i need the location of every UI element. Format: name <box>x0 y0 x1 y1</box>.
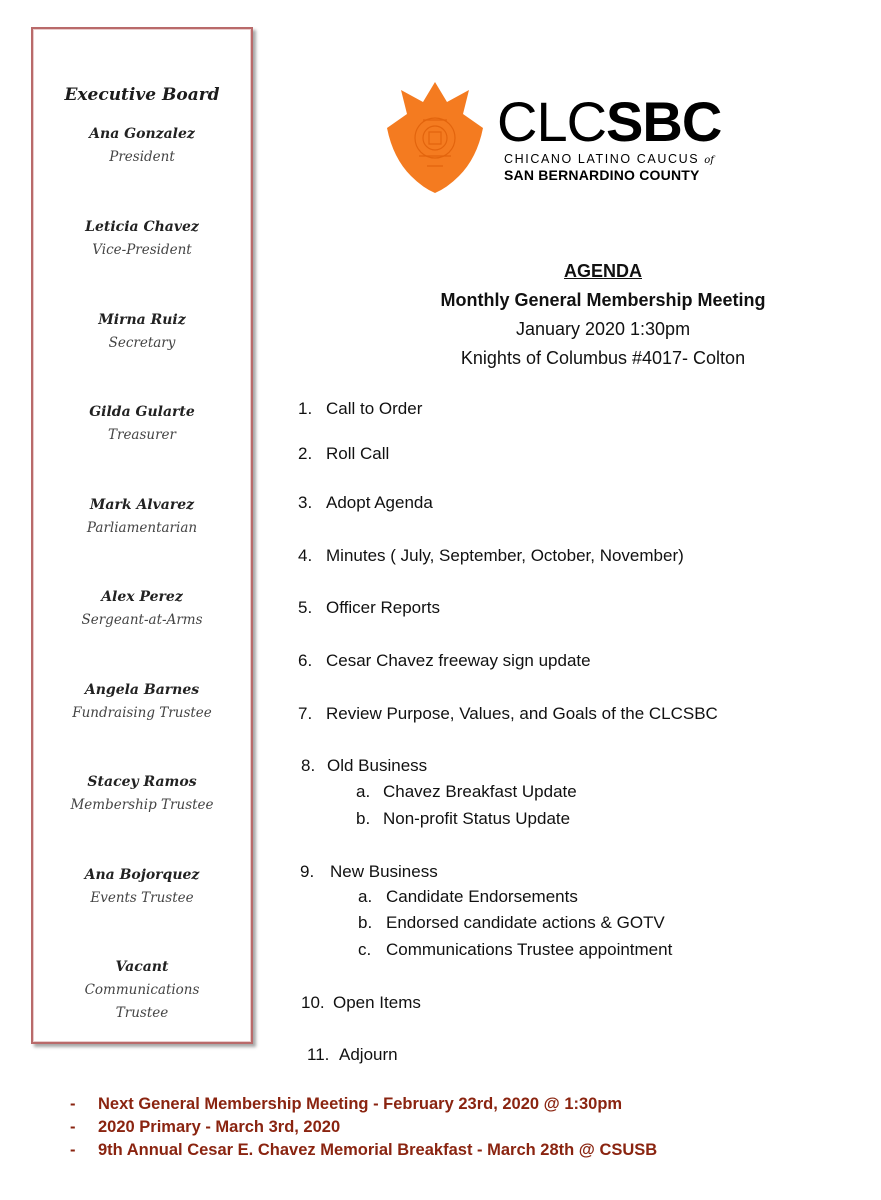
logo-caucus-line <box>504 152 714 166</box>
item-number: 1. <box>298 399 313 418</box>
officer-role: Events Trustee <box>90 890 194 906</box>
meeting-location: Knights of Columbus #4017- Colton <box>460 348 746 368</box>
officer-secretary <box>33 309 251 355</box>
agenda-item <box>298 650 591 672</box>
officer-role: Secretary <box>108 335 176 351</box>
officer-role: President <box>109 149 175 165</box>
agenda-item-new-business <box>300 861 438 883</box>
agenda-item <box>298 443 389 465</box>
officer-vice-president <box>33 216 251 262</box>
agenda-item <box>301 992 421 1014</box>
officer-president <box>33 123 251 169</box>
agenda-subitem <box>358 912 665 934</box>
note-text: Next General Membership Meeting - February 23rd, 2020 @ 1:30pm <box>98 1095 623 1113</box>
officer-role: Vice-President <box>92 242 192 258</box>
agenda-item <box>298 703 718 725</box>
subitem-letter: c. <box>358 940 372 959</box>
officer-events-trustee <box>33 864 251 910</box>
officer-name: Mark Alvarez <box>89 497 195 513</box>
item-number: 7. <box>298 704 313 723</box>
officer-role: Communications <box>84 982 200 998</box>
item-text: Open Items <box>333 993 421 1012</box>
logo-of-text: of <box>704 155 715 166</box>
officer-name: Vacant <box>115 959 169 975</box>
item-number: 6. <box>298 651 313 670</box>
agenda-title: AGENDA <box>563 261 642 281</box>
agenda-item <box>298 492 433 514</box>
logo-county-line: SAN BERNARDINO COUNTY <box>504 167 700 183</box>
item-number: 9. <box>300 862 315 881</box>
note-text: 2020 Primary - March 3rd, 2020 <box>98 1118 341 1136</box>
officer-name: Mirna Ruiz <box>98 312 186 328</box>
meeting-date: January 2020 1:30pm <box>515 319 691 339</box>
item-number: 11. <box>307 1045 330 1064</box>
officer-sergeant-at-arms <box>33 586 251 632</box>
subitem-text: Non-profit Status Update <box>383 809 571 828</box>
meeting-title: Monthly General Membership Meeting <box>440 290 766 310</box>
item-text: New Business <box>330 862 438 881</box>
logo-sbc-text: SBC <box>606 90 722 153</box>
executive-board-sidebar <box>31 27 253 1044</box>
note-bullet: - <box>70 1118 76 1136</box>
agenda-item <box>307 1044 398 1066</box>
item-number: 4. <box>298 546 313 565</box>
item-number: 5. <box>298 598 313 617</box>
officer-communications-trustee <box>33 956 251 1025</box>
logo-wordmark <box>497 92 721 152</box>
note-bullet: - <box>70 1095 76 1113</box>
item-text: Officer Reports <box>326 598 441 617</box>
officer-name: Gilda Gularte <box>89 404 195 420</box>
officer-parliamentarian <box>33 494 251 540</box>
arrowhead-shield-logo <box>385 80 485 195</box>
officer-name: Ana Bojorquez <box>84 867 200 883</box>
executive-board-heading: Executive Board <box>64 85 220 105</box>
item-number: 10. <box>301 993 325 1012</box>
agenda-item <box>298 597 440 619</box>
logo-clc-text: CLC <box>497 90 607 153</box>
officer-membership-trustee <box>33 771 251 817</box>
subitem-text: Candidate Endorsements <box>386 887 578 906</box>
note-bullet: - <box>70 1141 76 1159</box>
officer-name: Alex Perez <box>101 589 183 605</box>
item-text: Minutes ( July, September, October, November) <box>326 546 684 565</box>
item-text: Call to Order <box>326 399 423 418</box>
officer-role: Parliamentarian <box>86 520 198 536</box>
item-text: Review Purpose, Values, and Goals of the CLCSBC <box>326 704 718 723</box>
officer-role: Membership Trustee <box>70 797 214 813</box>
note-next-meeting <box>70 1093 622 1115</box>
officer-fundraising-trustee <box>33 679 251 725</box>
agenda-item <box>298 545 684 567</box>
item-number: 3. <box>298 493 313 512</box>
officer-name: Ana Gonzalez <box>89 126 195 142</box>
agenda-subitem <box>356 808 570 830</box>
subitem-letter: a. <box>356 782 371 801</box>
officer-name: Stacey Ramos <box>87 774 197 790</box>
subitem-text: Endorsed candidate actions & GOTV <box>386 913 665 932</box>
item-text: Adopt Agenda <box>326 493 433 512</box>
subitem-letter: b. <box>356 809 371 828</box>
agenda-subitem <box>358 886 578 908</box>
officer-name: Angela Barnes <box>84 682 200 698</box>
officer-role: Trustee <box>115 1005 169 1021</box>
officer-treasurer <box>33 401 251 447</box>
logo-caucus-text: CHICANO LATINO CAUCUS <box>504 152 700 166</box>
officer-role: Fundraising Trustee <box>72 705 212 721</box>
note-text: 9th Annual Cesar E. Chavez Memorial Breakfast - March 28th @ CSUSB <box>98 1141 658 1159</box>
agenda-item <box>298 398 422 420</box>
note-breakfast <box>70 1139 657 1161</box>
item-text: Roll Call <box>326 444 390 463</box>
note-primary <box>70 1116 340 1138</box>
agenda-subitem <box>356 781 577 803</box>
subitem-text: Communications Trustee appointment <box>386 940 673 959</box>
officer-role: Sergeant-at-Arms <box>81 612 203 628</box>
subitem-letter: b. <box>358 913 373 932</box>
item-text: Old Business <box>327 756 428 775</box>
item-number: 8. <box>301 756 316 775</box>
officer-name: Leticia Chavez <box>85 219 199 235</box>
agenda-header <box>365 257 841 373</box>
agenda-item-old-business <box>301 755 427 777</box>
subitem-text: Chavez Breakfast Update <box>383 782 577 801</box>
item-number: 2. <box>298 444 313 463</box>
officer-role: Treasurer <box>107 427 176 443</box>
agenda-subitem <box>358 939 672 961</box>
item-text: Cesar Chavez freeway sign update <box>326 651 591 670</box>
item-text: Adjourn <box>339 1045 398 1064</box>
subitem-letter: a. <box>358 887 373 906</box>
